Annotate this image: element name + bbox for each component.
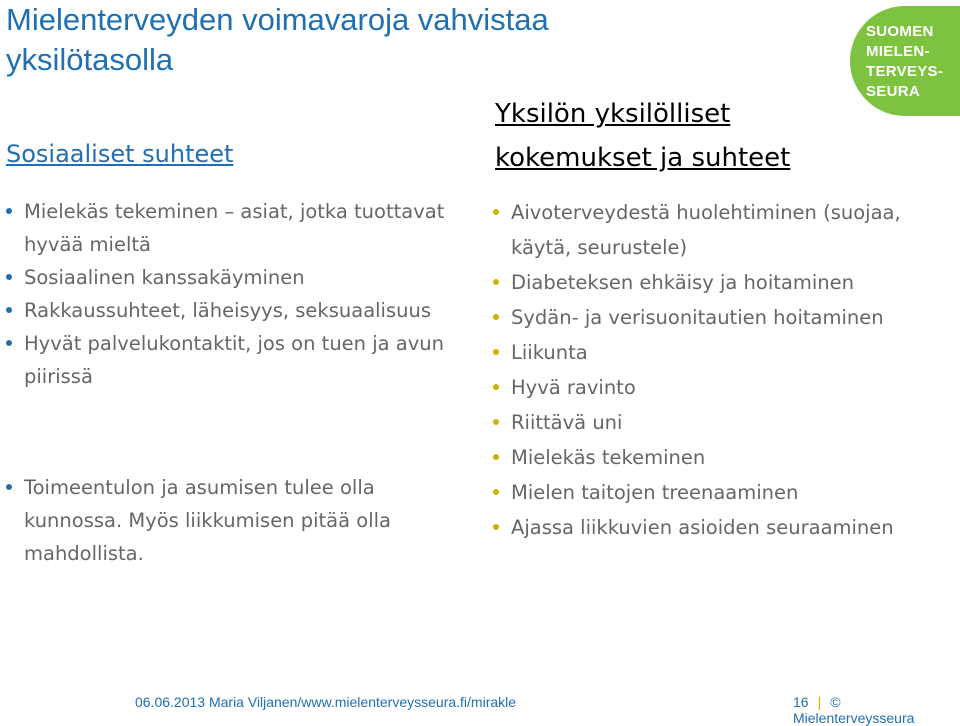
page-title (6, 0, 726, 80)
list-item (6, 195, 446, 261)
list-item-text: Mielekäs tekeminen – asiat, jotka tuottavat hyvää mieltä (24, 200, 445, 256)
list-item-text: Aivoterveydestä huolehtiminen (suojaa, käytä, seurustele) (511, 201, 901, 259)
left-bullet-list (6, 195, 446, 570)
list-item-text: Sydän- ja verisuonitautien hoitaminen (511, 306, 884, 329)
title-line-1: Mielenterveyden voimavaroja vahvistaa (6, 2, 549, 37)
footer-separator: | (817, 694, 822, 710)
list-item-text: Ajassa liikkuvien asioiden seuraaminen (511, 516, 894, 539)
list-item-text: Rakkaussuhteet, läheisyys, seksuaalisuus (24, 299, 432, 322)
bullet-icon (493, 314, 499, 320)
logo-line-3: TERVEYS- (866, 63, 944, 80)
bullet-icon (493, 419, 499, 425)
right-heading (495, 92, 915, 180)
list-item (493, 370, 953, 405)
list-item (493, 195, 953, 265)
page-number: 16 (793, 694, 809, 710)
list-item-text: Mielen taitojen treenaaminen (511, 481, 799, 504)
logo-line-1: SUOMEN (866, 23, 934, 40)
footer-copyright: © Mielenterveysseura (793, 694, 915, 726)
footer-source: 06.06.2013 Maria Viljanen/www.mielenterveysseura.fi/mirakle (135, 694, 517, 710)
right-heading-line-1: Yksilön yksilölliset (495, 99, 731, 129)
right-bullet-list (493, 195, 953, 545)
bullet-icon (493, 209, 499, 215)
list-item (6, 327, 446, 393)
list-item (493, 300, 953, 335)
list-item-text: Hyvät palvelukontaktit, jos on tuen ja avun piirissä (24, 332, 445, 388)
bullet-icon (493, 384, 499, 390)
list-item-text: Hyvä ravinto (511, 376, 636, 399)
list-item (493, 405, 953, 440)
left-heading: Sosiaaliset suhteet (6, 140, 234, 168)
bullet-icon (493, 279, 499, 285)
bullet-icon (493, 489, 499, 495)
bullet-icon (6, 274, 12, 280)
bullet-icon (493, 454, 499, 460)
list-item (6, 471, 446, 570)
bullet-icon (6, 484, 12, 490)
list-item (6, 261, 446, 294)
list-item (493, 510, 953, 545)
bullet-icon (493, 524, 499, 530)
logo-line-4: SEURA (866, 83, 921, 100)
title-line-2: yksilötasolla (6, 42, 174, 77)
list-item-text: Mielekäs tekeminen (511, 446, 706, 469)
logo (866, 22, 960, 102)
list-item-text: Sosiaalinen kanssakäyminen (24, 266, 305, 289)
list-item (493, 335, 953, 370)
list-item (6, 294, 446, 327)
list-item (493, 265, 953, 300)
footer-page-info (793, 694, 960, 726)
list-item-text: Toimeentulon ja asumisen tulee olla kunnossa. Myös liikkumisen pitää olla mahdollista. (24, 476, 391, 565)
list-item (493, 440, 953, 475)
bullet-icon (6, 208, 12, 214)
right-heading-line-2: kokemukset ja suhteet (495, 143, 791, 173)
list-item (493, 475, 953, 510)
bullet-icon (6, 307, 12, 313)
logo-line-2: MIELEN- (866, 43, 930, 60)
list-item-text: Diabeteksen ehkäisy ja hoitaminen (511, 271, 854, 294)
bullet-icon (6, 340, 12, 346)
list-item-text: Liikunta (511, 341, 588, 364)
bullet-icon (493, 349, 499, 355)
list-item-text: Riittävä uni (511, 411, 623, 434)
